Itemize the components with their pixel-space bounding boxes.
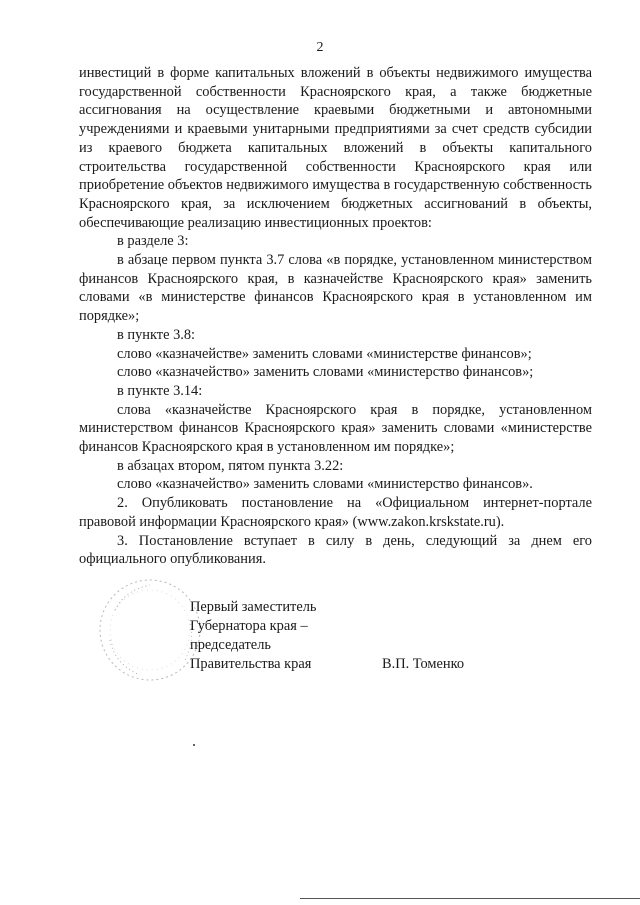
scan-speck [193,744,195,746]
signer-role-line: Губернатора края – [190,618,308,634]
paragraph: в разделе 3: [117,233,189,250]
signer-name: В.П. Томенко [382,656,465,672]
paragraph: слово «казначейство» заменить словами «министерство финансов»; [117,364,534,381]
signer-role-line: Первый заместитель [190,599,317,615]
paragraph: слово «казначейство» заменить словами «министерство финансов». [117,476,533,493]
paragraph: 2. Опубликовать постановление на «Официальном интернет-портале правовой информации Красноярского края» (www.zakon.krskstate.ru). [79,495,592,530]
paragraph: инвестиций в форме капитальных вложений в объекты недвижимого имущества государственной собственности Красноярского края, а также бюджетные ассигнования на осуществление краевыми бюджетными и автономными учреждениями и краевыми унитарными предприятиями за счет средств субсидии из краевого бюджета капитальных вложений в объекты капитального строительства государственной собственности Красноярского края или приобретение объектов недвижимого имущества в государственную собственность Красноярского края, за исключением бюджетных ассигнований в объекты, обеспечивающие реализацию инвестиционных проектов: [79,65,592,231]
paragraph: слово «казначействе» заменить словами «министерстве финансов»; [117,345,532,362]
document-body [79,64,592,569]
page-number: 2 [316,40,324,55]
paragraph: в пункте 3.14: [117,382,203,399]
signature-block [190,598,610,674]
official-stamp-impression [95,570,205,700]
paragraph: в абзаце первом пункта 3.7 слова «в порядке, установленном министерством финансов Красноярского края, в казначействе Красноярского края» заменить словами «в министерстве финансов Красноярского края в установленном им порядке»; [79,252,592,325]
paragraph: в пункте 3.8: [117,326,196,343]
paragraph: 3. Постановление вступает в силу в день, следующий за днем его официального опубликования. [79,532,592,568]
paragraph: в абзацах втором, пятом пункта 3.22: [117,457,344,474]
bottom-edge-line [300,898,640,899]
signer-role-line: Правительства края [190,656,312,672]
paragraph: слова «казначействе Красноярского края в порядке, установленном министерством финансов Красноярского края» заменить словами «министерстве финансов Красноярского края в установленном им порядке»; [79,401,592,456]
signer-role-line: председатель [190,637,271,653]
